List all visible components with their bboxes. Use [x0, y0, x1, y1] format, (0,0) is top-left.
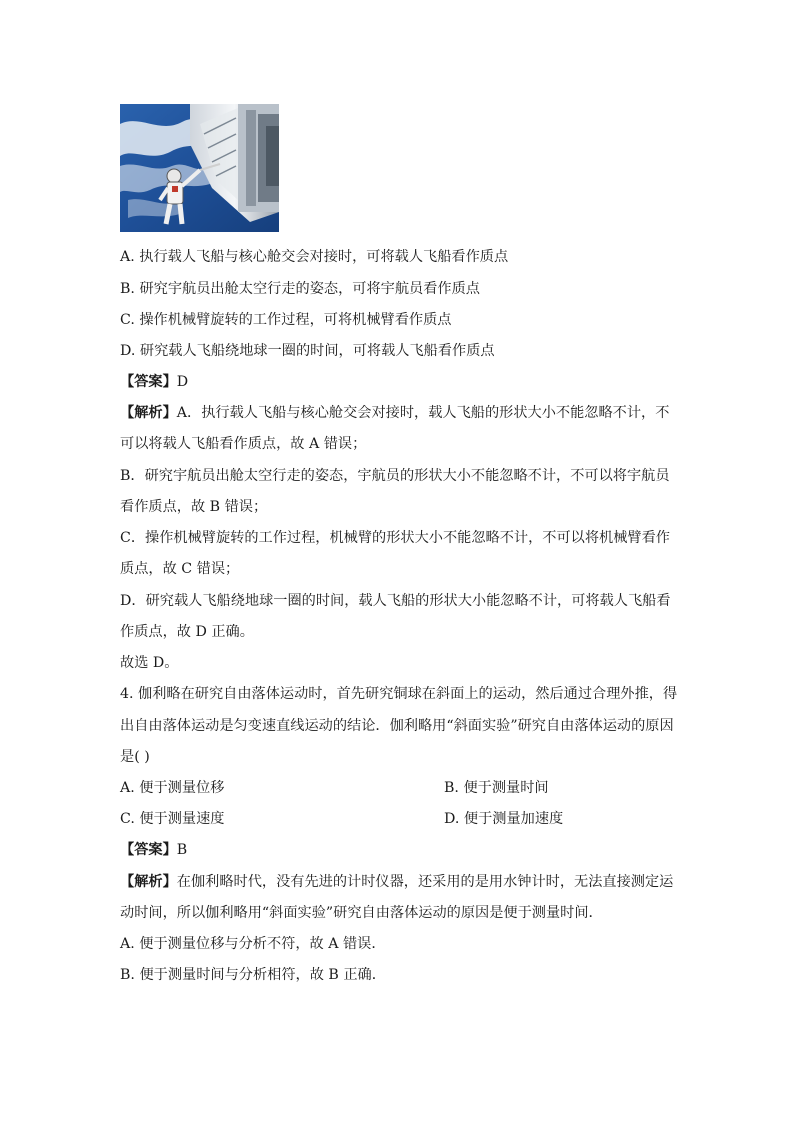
spacewalk-illustration: [120, 104, 279, 232]
spacewalk-image: [120, 104, 279, 232]
q4-analysis-line-2: 动时间，所以伽利略用“斜面实验”研究自由落体运动的原因是便于测量时间．: [120, 905, 603, 921]
q4-option-d: D. 便于测量加速度: [444, 811, 564, 827]
question-4-stem-3: 是( ): [120, 749, 150, 765]
option-b-line: B. 研究宇航员出舱太空行走的姿态，可将宇航员看作质点: [120, 281, 480, 297]
q4-option-b: B. 便于测量时间: [444, 780, 549, 796]
answer-value: D: [176, 374, 189, 390]
analysis-line-5: C．操作机械臂旋转的工作过程，机械臂的形状大小不能忽略不计，不可以将机械臂看作: [120, 530, 670, 546]
q4-answer-line: [120, 840, 187, 860]
analysis-text: A．执行载人飞船与核心舱交会对接时，载人飞船的形状大小不能忽略不计，不: [176, 405, 670, 421]
q4-answer-value: B: [176, 842, 188, 858]
question-4-stem-2: 出自由落体运动是匀变速直线运动的结论．伽利略用“斜面实验”研究自由落体运动的原因: [120, 718, 674, 734]
option-c-line: C. 操作机械臂旋转的工作过程，可将机械臂看作质点: [120, 312, 452, 328]
analysis-line-8: 作质点，故 D 正确。: [120, 624, 254, 640]
analysis-tag: 【解析】: [120, 405, 177, 421]
q4-option-a: A. 便于测量位移: [120, 780, 225, 796]
conclusion-line: 故选 D。: [120, 655, 179, 671]
answer-tag: 【答案】: [120, 374, 177, 390]
q4-analysis-tag: 【解析】: [120, 874, 177, 890]
q4-option-c: C. 便于测量速度: [120, 811, 225, 827]
analysis-line-1: [120, 403, 669, 423]
analysis-line-4: 看作质点，故 B 错误；: [120, 499, 268, 515]
analysis-line-2: 可以将载人飞船看作质点，故 A 错误；: [120, 436, 367, 452]
question-4-stem-1: 4. 伽利略在研究自由落体运动时，首先研究铜球在斜面上的运动，然后通过合理外推，得: [120, 686, 678, 702]
analysis-line-7: D．研究载人飞船绕地球一圈的时间，载人飞船的形状大小能忽略不计，可将载人飞船看: [120, 593, 671, 609]
analysis-line-3: B．研究宇航员出舱太空行走的姿态，宇航员的形状大小不能忽略不计，不可以将宇航员: [120, 468, 670, 484]
option-d-line: D. 研究载人飞船绕地球一圈的时间，可将载人飞船看作质点: [120, 343, 495, 359]
option-a-line: A. 执行载人飞船与核心舱交会对接时，可将载人飞船看作质点: [120, 249, 509, 265]
q4-answer-tag: 【答案】: [120, 842, 177, 858]
answer-line: [120, 372, 188, 392]
q4-analysis-line-1: [120, 872, 673, 892]
q4-analysis-line-4: B. 便于测量时间与分析相符，故 B 正确．: [120, 967, 386, 983]
q4-analysis-text: 在伽利略时代，没有先进的计时仪器，还采用的是用水钟计时，无法直接测定运: [176, 874, 674, 890]
q4-analysis-line-3: A. 便于测量位移与分析不符，故 A 错误．: [120, 936, 386, 952]
analysis-line-6: 质点，故 C 错误；: [120, 561, 240, 577]
